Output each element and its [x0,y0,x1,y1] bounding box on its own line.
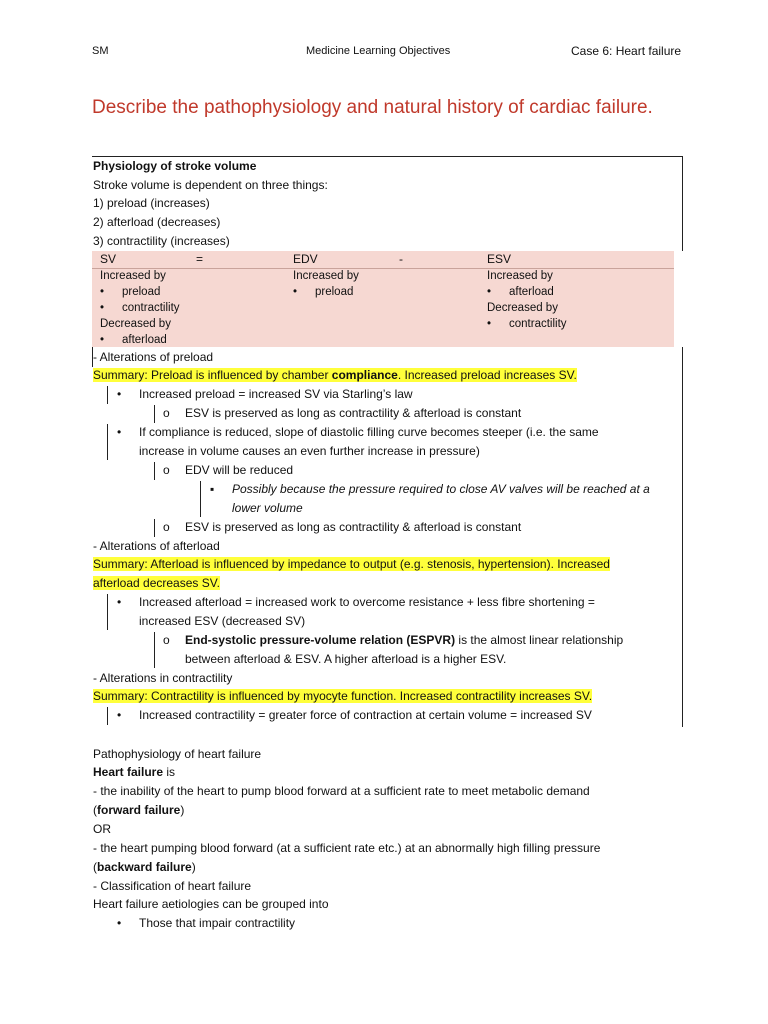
bullet-text: Increased contractility = greater force of contraction at certain volume = increased SV [139,708,592,722]
afterload-subbullet [163,631,623,649]
preload-bullet-2-cont: increase in volume causes an even further increase in pressure) [139,444,480,458]
preload-heading: - Alterations of preload [93,350,214,364]
square-glyph: ▪ [210,482,215,496]
classification-bullet-1 [117,914,295,932]
table-header-edv: EDV [293,252,318,266]
circle-glyph: o [163,406,170,420]
backward-failure-term: backward failure [97,860,192,874]
hf-definition-2-tag: (backward failure) [93,860,196,874]
afterload-heading: - Alterations of afterload [93,539,220,553]
indent-bar [154,519,155,537]
bullet-glyph: • [117,425,122,439]
indent-bar [107,386,108,404]
esv-decreased-item-text: contractility [509,318,567,330]
preload-summary-c: . Increased preload increases SV. [397,368,577,382]
indent-bar [107,594,108,630]
indent-bar [107,424,108,460]
esv-decreased-item [487,316,567,332]
afterload-summary-text: afterload decreases SV. [93,576,220,590]
espvr-term: End-systolic pressure-volume relation (ESPVR) [185,633,456,647]
bullet-glyph: • [117,916,122,930]
bullet-glyph: • [487,286,492,298]
edv-increased-item [293,284,353,300]
sv-increased-item [100,284,160,300]
bullet-text: is the almost linear relationship [455,633,624,647]
circle-glyph: o [163,463,170,477]
sv-decreased-item [100,332,167,348]
contractility-heading: - Alterations in contractility [93,671,233,685]
esv-increased-item-text: afterload [509,286,554,298]
sv-decreased-item-text: afterload [122,334,167,346]
bullet-glyph: • [100,302,105,314]
esv-increased-item [487,284,554,300]
hf-term: Heart failure [93,765,164,779]
indent-bar [154,632,155,668]
physiology-item: 3) contractility (increases) [93,234,230,248]
hf-definition-1: - the inability of the heart to pump blood forward at a sufficient rate to meet metabolic demand [93,784,590,798]
table-header-minus: - [399,252,403,266]
header-right: Case 6: Heart failure [571,44,682,58]
afterload-bullet-1-cont: increased ESV (decreased SV) [139,614,306,628]
table-header-rule [92,268,674,269]
indent-bar [154,462,155,480]
sv-increased-item [100,300,180,316]
bullet-glyph: • [293,286,298,298]
bullet-text: Possibly because the pressure required to close AV valves will be reached at a [232,482,650,496]
preload-subbullet-2 [163,461,293,479]
hf-or: OR [93,822,111,836]
hf-definition-2: - the heart pumping blood forward (at a sufficient rate etc.) at an abnormally high filling pressure [93,841,601,855]
forward-failure-term: forward failure [97,803,181,817]
sv-decreased-label: Decreased by [100,318,171,330]
box-right-border [682,156,683,251]
bullet-text: EDV will be reduced [185,463,294,477]
sv-table [92,251,674,347]
bullet-text: Increased preload = increased SV via Starling’s law [139,387,413,401]
preload-summary-b: compliance [331,368,398,382]
bullet-text: ESV is preserved as long as contractility & afterload is constant [185,406,522,420]
bullet-glyph: • [117,708,122,722]
contractility-summary [93,687,592,705]
classification-heading: - Classification of heart failure [93,879,252,893]
bullet-glyph: • [117,387,122,401]
indent-bar [154,405,155,423]
sv-increased-item-text: preload [122,286,161,298]
classification-intro: Heart failure aetiologies can be grouped into [93,897,329,911]
edv-increased-label: Increased by [293,270,359,282]
preload-bullet-2 [117,423,599,441]
patho-heading: Pathophysiology of heart failure [93,747,262,761]
afterload-summary [93,555,610,573]
preload-bullet-1 [117,385,413,403]
afterload-summary-text: Summary: Afterload is influenced by impedance to output (e.g. stenosis, hypertension). Increased [93,557,610,571]
bullet-text: Increased afterload = increased work to overcome resistance + less fibre shortening = [139,595,595,609]
bullet-glyph: • [100,286,105,298]
sv-increased-item-text: contractility [122,302,180,314]
bullet-glyph: • [117,595,122,609]
circle-glyph: o [163,633,170,647]
box-right-border-lower [682,347,683,727]
header-center: Medicine Learning Objectives [306,45,451,57]
afterload-subbullet-cont: between afterload & ESV. A higher afterload is a higher ESV. [185,652,507,666]
preload-subsubbullet [210,480,650,498]
edv-increased-item-text: preload [315,286,354,298]
preload-subbullet-1 [163,404,521,422]
indent-bar [200,481,201,517]
table-header-esv: ESV [487,252,512,266]
preload-subbullet-3 [163,518,521,536]
bullet-text: If compliance is reduced, slope of diastolic filling curve becomes steeper (i.e. the same [139,425,599,439]
hf-definition-label [93,763,175,781]
esv-decreased-label: Decreased by [487,302,558,314]
circle-glyph: o [163,520,170,534]
hf-definition-1-tag: (forward failure) [93,803,185,817]
physiology-item: 1) preload (increases) [93,196,210,210]
bullet-text: Those that impair contractility [139,916,296,930]
sv-increased-label: Increased by [100,270,166,282]
physiology-item: 2) afterload (decreases) [93,215,221,229]
preload-subsubbullet-cont: lower volume [232,501,303,515]
afterload-summary-cont [93,574,220,592]
preload-summary-a: Summary: Preload is influenced by chamber [93,368,332,382]
page-title: Describe the pathophysiology and natural history of cardiac failure. [92,97,653,118]
contractility-summary-text: Summary: Contractility is influenced by myocyte function. Increased contractility increases SV. [93,689,593,703]
bullet-text: ESV is preserved as long as contractility & afterload is constant [185,520,522,534]
header-left: SM [92,45,109,57]
table-header-equals: = [196,252,204,266]
hf-is: is [163,765,176,779]
bullet-glyph: • [487,318,492,330]
contractility-bullet-1 [117,706,592,724]
physiology-heading: Physiology of stroke volume [93,159,257,173]
table-header-sv: SV [100,252,117,266]
bullet-glyph: • [100,334,105,346]
indent-bar [107,707,108,725]
afterload-bullet-1 [117,593,595,611]
esv-increased-label: Increased by [487,270,553,282]
preload-summary [93,366,577,384]
physiology-intro: Stroke volume is dependent on three things: [93,178,328,192]
